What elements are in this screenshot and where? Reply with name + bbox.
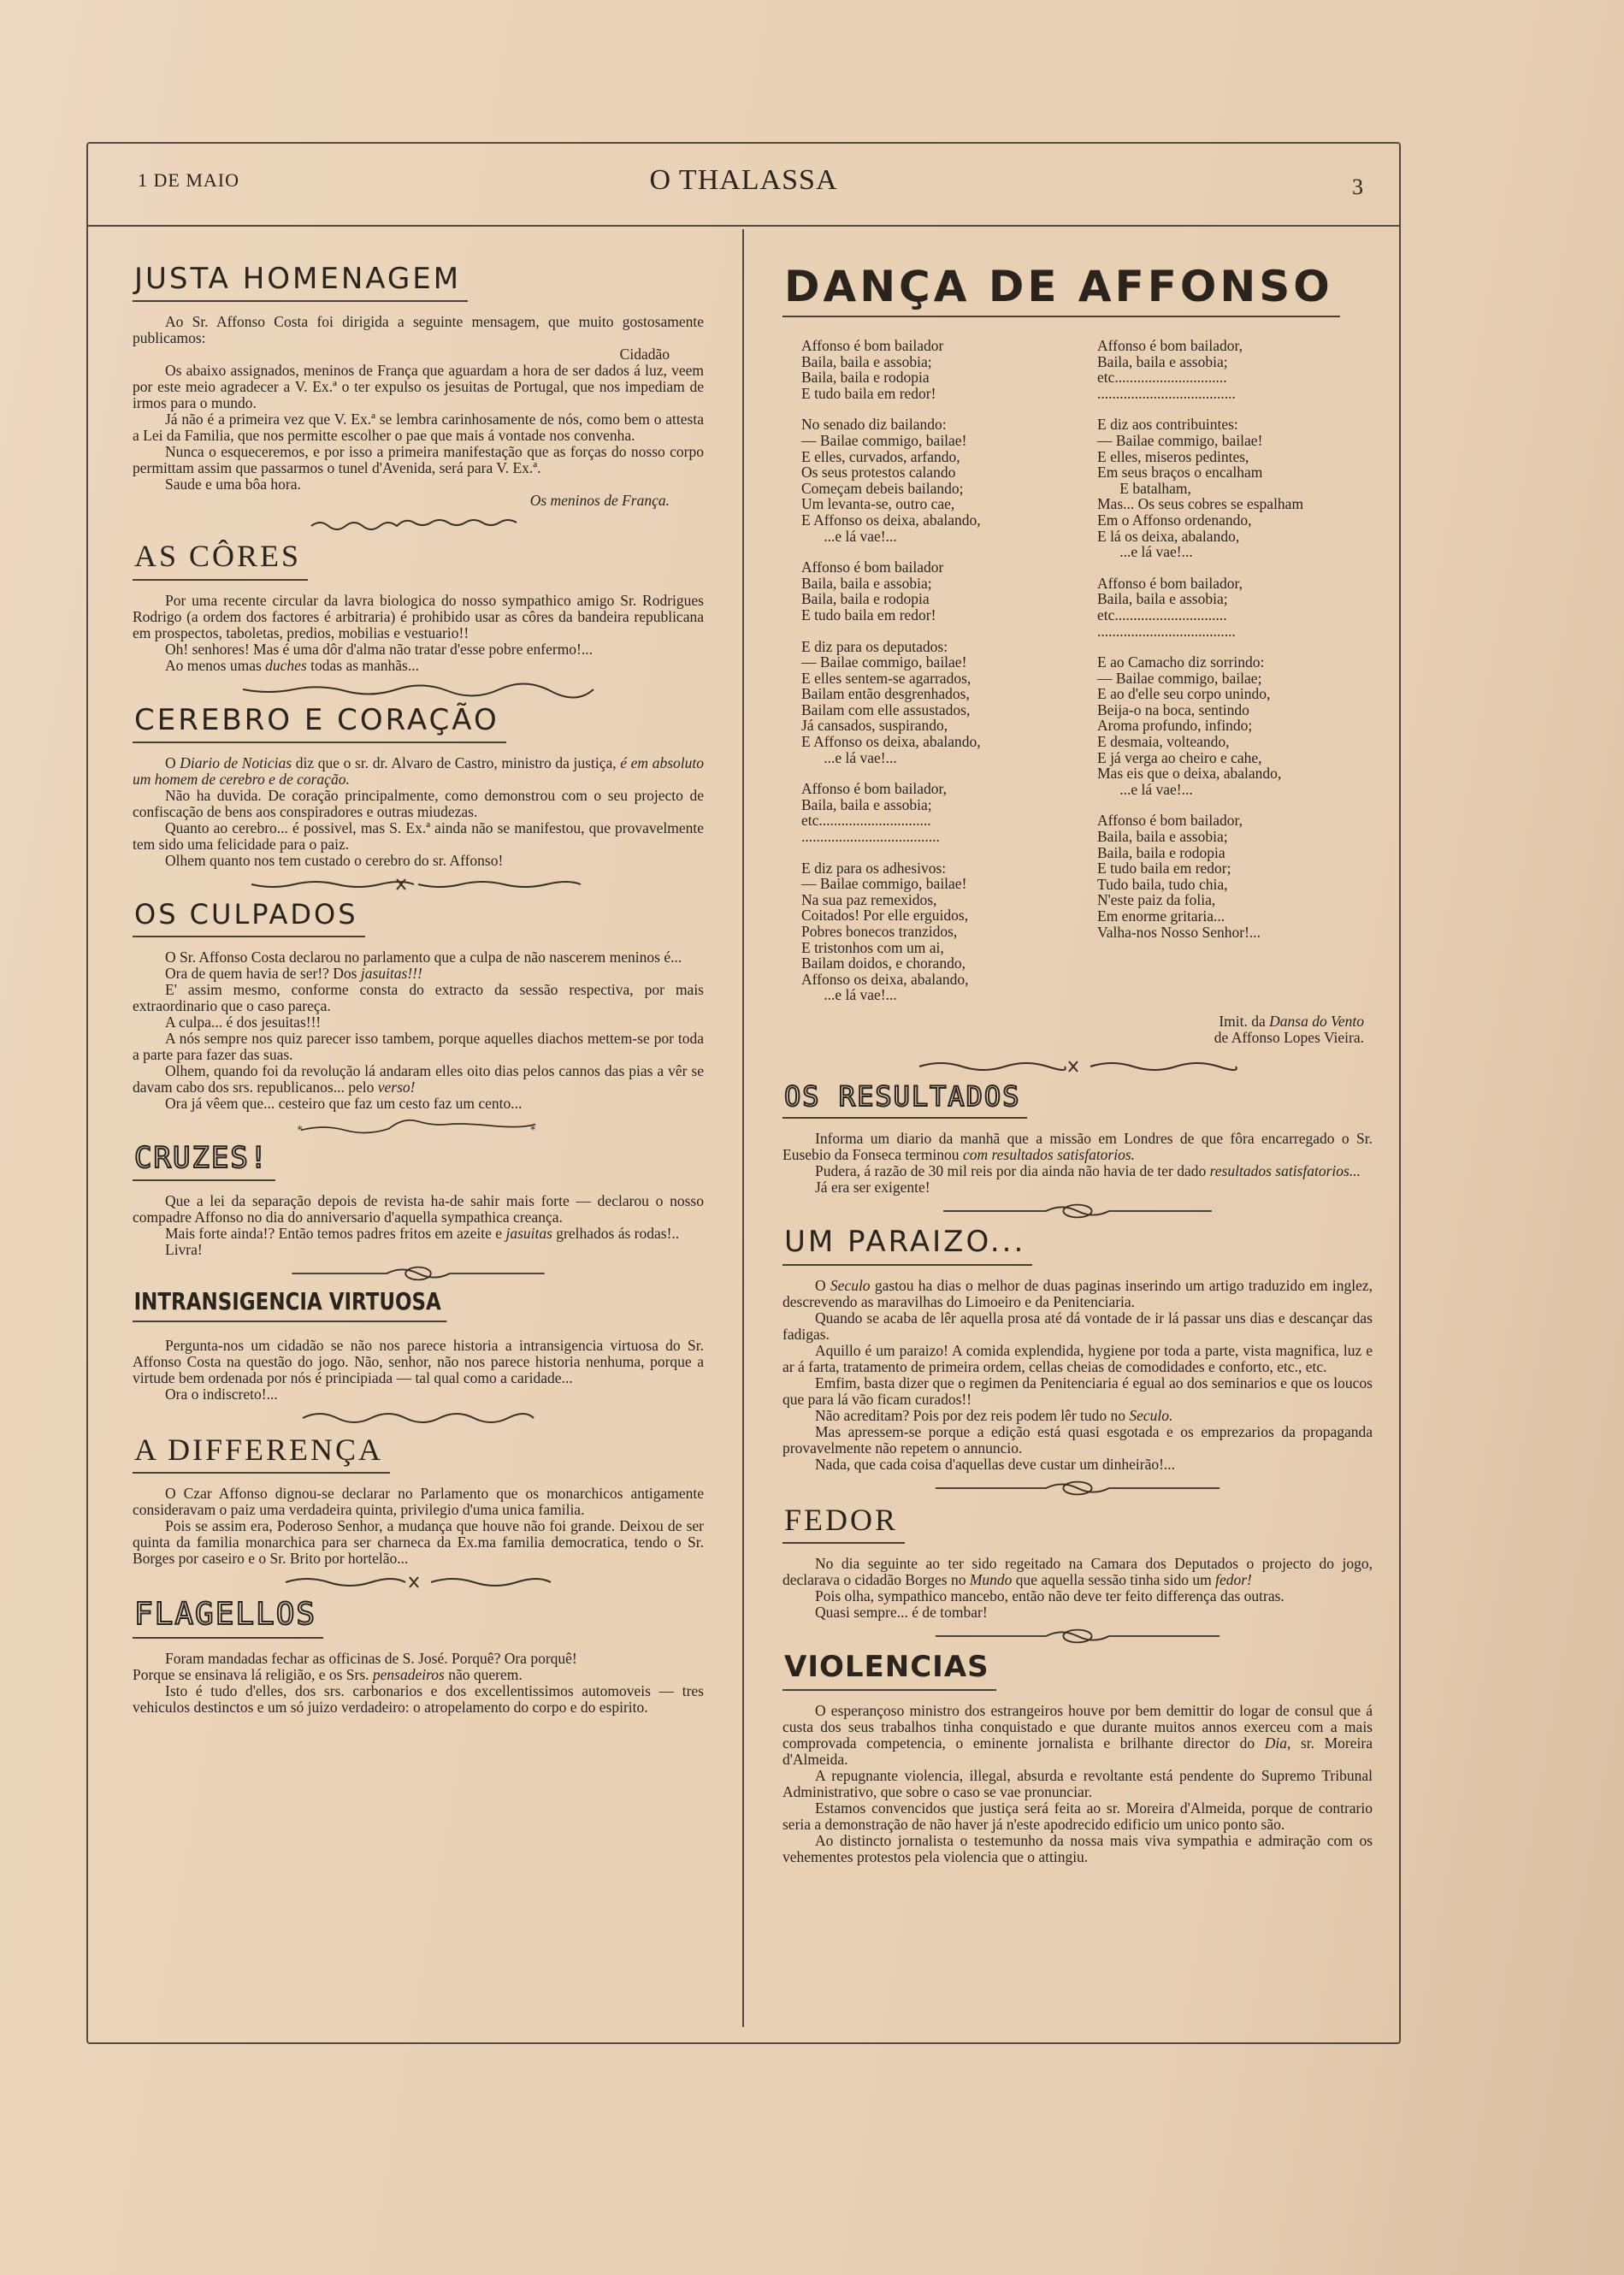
article-title: OS RESULTADOS (782, 1082, 1027, 1119)
page-frame (86, 142, 1401, 2044)
salutation: Cidadão (619, 346, 670, 363)
article-title: JUSTA HOMENAGEM (133, 263, 468, 302)
ornament-divider (915, 1056, 1240, 1077)
poem-line: ...e lá vae!... (801, 986, 897, 1004)
poem-line: Baila, baila e rodopia (801, 590, 930, 608)
poem-line: Um levanta-se, outro cae, (801, 495, 955, 513)
paragraph: E' assim mesmo, conforme consta do extracto da sessão respectiva, por mais extraordinario que o caso pareça. (133, 980, 704, 1014)
poem-stanza (1097, 576, 1373, 639)
article-intransigencia (133, 1286, 704, 1428)
paragraph: Oh! senhores! Mas é uma dôr d'alma não tratar d'esse pobre enfermo!... (165, 640, 593, 658)
article-as-cores (133, 540, 704, 700)
paragraph: Já era ser exigente! (815, 1179, 930, 1197)
poem-line: E tudo baila em redor! (801, 384, 936, 402)
article-um-paraizo (782, 1226, 1373, 1498)
poem-line: E diz para os deputados: (801, 637, 948, 655)
poem-line: — Bailae commigo, bailae! (1097, 431, 1263, 449)
paragraph: A repugnante violencia, illegal, absurda e revoltante está pendente do Supremo Tribunal Administrativo, que sobre o caso se vae pronunciar. (782, 1766, 1373, 1800)
poem-line: ..................................... (801, 828, 940, 846)
article-title: DANÇA DE AFFONSO (782, 263, 1340, 317)
poem-line: — Bailae commigo, bailae! (801, 431, 967, 449)
poem-line: N'este paiz da folia, (1097, 891, 1216, 909)
poem-line: E lá os deixa, abalando, (1097, 527, 1240, 545)
paragraph: Pudera, á razão de 30 mil reis por dia ainda não havia de ter dado resultados satisfatorios... (815, 1162, 1361, 1180)
poem-line: Já cansados, suspirando, (801, 717, 948, 735)
newspaper-name: O THALASSA (649, 164, 838, 196)
poem-line: Valha-nos Nosso Senhor!... (1097, 923, 1261, 941)
poem-line: Affonso é bom bailador, (801, 780, 948, 798)
poem-line: Baila, baila e rodopia (1097, 843, 1225, 861)
ornament-divider (307, 514, 529, 535)
paragraph: Pergunta-nos um cidadão se não nos parece historia a intransigencia virtuosa do Sr. Affonso Costa na questão do jogo. Não, senhor, não nos parece historia nenhuma, porque a virtude bem ordenada por nós é principiada — tal qual como a caridade... (133, 1336, 704, 1386)
poem-stanza (801, 559, 1084, 623)
poem-line: Os seus protestos calando (801, 464, 956, 482)
svg-text:*: * (297, 1123, 303, 1136)
ornament-divider (915, 1626, 1240, 1646)
poem-line: Baila, baila e assobia; (801, 795, 932, 813)
poem-line: etc.............................. (1097, 369, 1227, 387)
poem-line: E diz para os adhesivos: (801, 859, 947, 877)
paragraph: Pois olha, sympathico mancebo, então não deve ter feito differença das outras. (815, 1587, 1284, 1605)
paragraph: Pois se assim era, Poderoso Senhor, a mudança que houve não foi grande. Deixou de ser quinta da familia monarchica para ser charneca da Ex.ma familia democratica, tendo o Sr. Borges por caseiro e o Sr. Brito por hortelão... (133, 1517, 704, 1568)
paragraph: Aquillo é um paraizo! A comida explendida, hygiene por toda a parte, vista magnifica, luz e ar á farta, tratamento de primeira ordem, cellas cheias de comodidades e conforto, etc., etc. (782, 1341, 1373, 1375)
article-justa-homenagem (133, 263, 704, 535)
poem-line: Bailam então desgrenhados, (801, 685, 970, 703)
paragraph: Já não é a primeira vez que V. Ex.ª se lembra carinhosamente de nós, como bem o attesta a Lei da Familia, que nos permitte escolher o pae que mais á vontade nos convenha. (133, 411, 704, 445)
paragraph: Ora o indiscreto!... (165, 1385, 278, 1403)
poem-line: Mas... Os seus cobres se espalham (1097, 495, 1304, 513)
ornament-divider (247, 874, 589, 895)
poem-line: Affonso é bom bailador (801, 558, 944, 576)
ornament-divider (239, 679, 598, 700)
right-column (782, 263, 1373, 1865)
poem-line: Affonso os deixa, abalando, (801, 970, 969, 988)
poem-line: E batalham, (1097, 479, 1191, 497)
article-flagellos (133, 1598, 704, 1716)
poem-line: — Bailae commigo, bailae! (801, 653, 967, 671)
paragraph: No dia seguinte ao ter sido regeitado na Camara dos Deputados o projecto do jogo, declarava o cidadão Borges no Mundo que aquella sessão tinha sido um fedor! (782, 1555, 1373, 1589)
article-cerebro-coracao (133, 702, 704, 895)
article-title: CRUZES! (133, 1143, 275, 1181)
paragraph: Ao distincto jornalista o testemunho da nossa mais viva sympathia e admiração com os vehementes protestos pela violencia que o attingiu. (782, 1831, 1373, 1865)
poem-line: etc.............................. (801, 812, 931, 830)
poem-line: Em seus braços o encalham (1097, 464, 1263, 482)
poem-line: ...e lá vae!... (801, 527, 897, 545)
paragraph: Informa um diario da manhã que a missão em Londres de que fôra encarregado o Sr. Eusebio da Fonseca terminou com resultados satisfatorios. (782, 1130, 1373, 1164)
poem-line: ...e lá vae!... (1097, 780, 1193, 798)
poem-line: Na sua paz remexidos, (801, 890, 937, 908)
poem-line: Pobres bonecos tranzidos, (801, 923, 958, 940)
paragraph: Quasi sempre... é de tombar! (815, 1604, 988, 1622)
poem-line: — Bailae commigo, bailae! (801, 875, 967, 893)
left-column (133, 263, 704, 1716)
poem-stanza (801, 417, 1084, 544)
paragraph: O Czar Affonso dignou-se declarar no Parlamento que os monarchicos antigamente consideravam o paiz uma verdadeira quinta, privilegio d'uma unica familia. (133, 1485, 704, 1519)
poem-line: E tristonhos com um ai, (801, 938, 944, 956)
paragraph: Porque se ensinava lá religião, e os Srs. pensadeiros não querem. (133, 1665, 523, 1683)
column-divider (742, 229, 744, 2027)
poem-line: Coitados! Por elle erguidos, (801, 907, 969, 925)
paragraph: Nunca o esqueceremos, e por isso a primeira manifestação que as forças do nosso corpo permittam assim que passarmos o tunel d'Avenida, será para V. Ex.ª. (133, 443, 704, 477)
poem-column-1 (801, 338, 1084, 1019)
paragraph: Olhem, quando foi da revolução lá andaram elles oito dias pelos cannos das pias a vêr se davam cabo dos srs. republicanos... pelo verso! (133, 1061, 704, 1096)
poem-line: ...e lá vae!... (801, 748, 897, 766)
article-title: UM PARAIZO... (782, 1226, 1032, 1265)
paragraph: Ao Sr. Affonso Costa foi dirigida a seguinte mensagem, que muito gostosamente publicamos: (133, 313, 704, 347)
paragraph: Ora de quem havia de ser!? Dos jasuitas!!! (165, 964, 422, 982)
article-violencias (782, 1652, 1373, 1864)
poem-stanza (801, 338, 1084, 401)
poem-line: Em o Affonso ordenando, (1097, 511, 1252, 529)
article-title: OS CULPADOS (133, 900, 365, 937)
ornament-divider (277, 1117, 559, 1138)
poem-line: Baila, baila e rodopia (801, 369, 930, 387)
poem-line: — Bailae commigo, bailae; (1097, 669, 1262, 687)
poem-line: Baila, baila e assobia; (801, 352, 932, 370)
article-title: FEDOR (782, 1504, 905, 1545)
poem-line: Beija-o na boca, sentindo (1097, 700, 1249, 718)
paragraph: Saude e uma bôa hora. (165, 476, 301, 493)
article-fedor (782, 1504, 1373, 1647)
paragraph: Mais forte ainda!? Então temos padres fritos em azeite e jasuitas grelhados ás rodas!.. (165, 1224, 680, 1242)
poem-stanza (1097, 812, 1373, 940)
article-title: INTRANSIGENCIA VIRTUOSA (133, 1289, 446, 1322)
paragraph: Quando se acaba de lêr aquella prosa até dá vontade de ir lá passar uns dias e descançar das fadigas. (782, 1309, 1373, 1343)
paragraph: Emfim, basta dizer que o regimen da Penitenciaria é egual ao dos seminarios e que os loucos que para lá vão ficam curados!! (782, 1374, 1373, 1408)
poem-stanza (1097, 417, 1373, 559)
ornament-divider (924, 1201, 1231, 1221)
paragraph: Nada, que cada coisa d'aquellas deve custar um dinheirão!... (815, 1455, 1176, 1473)
poem-line: E diz aos contribuintes: (1097, 416, 1238, 434)
svg-text:*: * (530, 1123, 536, 1136)
poem-line: Affonso é bom bailador (801, 337, 944, 354)
paragraph: O Sr. Affonso Costa declarou no parlamento que a culpa de não nascerem meninos é... (165, 948, 682, 966)
paragraph: A culpa... é dos jesuitas!!! (165, 1013, 322, 1031)
poem-stanza (801, 860, 1084, 1003)
paragraph: A nós sempre nos quiz parecer isso tambem, porque aquelles diachos mettem-se por toda a parte para fazer das suas. (133, 1029, 704, 1063)
page-number: 3 (1352, 174, 1363, 199)
poem-line: E tudo baila em redor! (801, 606, 936, 623)
poem-line: Affonso é bom bailador, (1097, 812, 1243, 830)
poem-line: E Affonso os deixa, abalando, (801, 511, 981, 529)
paragraph: Não ha duvida. De coração principalmente, como demonstrou com o seu projecto de confiscação de bens aos conspiradores e outras miudezas. (133, 787, 704, 821)
poem-column-2 (1097, 338, 1373, 955)
poem-line: E tudo baila em redor; (1097, 860, 1231, 878)
poem-line: E elles, curvados, arfando, (801, 447, 960, 465)
paragraph: Isto é tudo d'elles, dos srs. carbonarios e dos excellentissimos automoveis — tres vehiculos destinctos e um só juizo verdadeiro: o atropelamento do corpo e do espirito. (133, 1681, 704, 1716)
poem-line: Em enorme gritaria... (1097, 907, 1225, 925)
paragraph: Olhem quanto nos tem custado o cerebro do sr. Affonso! (165, 852, 504, 870)
poem-line: No senado diz bailando: (801, 416, 947, 434)
poem-line: ..................................... (1097, 622, 1236, 640)
poem-line: Baila, baila e assobia; (1097, 352, 1228, 370)
article-title: FLAGELLOS (133, 1598, 323, 1639)
paragraph: Por uma recente circular da lavra biologica do nosso sympathico amigo Sr. Rodrigues Rodrigo (a ordem dos factores é arbitraria) é prohibido usar as côres da bandeira republicana em prospectos, taboletas, predios, mobilias e vestuario!! (133, 591, 704, 641)
ornament-divider (915, 1478, 1240, 1498)
paragraph: Quanto ao cerebro... é possivel, mas S. Ex.ª ainda não se manifestou, que provavelmente tem sido uma felicidade para o paiz. (133, 819, 704, 854)
poem-line: E elles sentem-se agarrados, (801, 669, 971, 687)
poem-line: Bailam com elle assustados, (801, 700, 971, 718)
poem (782, 338, 1373, 1048)
poem-stanza (801, 639, 1084, 766)
poem-line: E ao Camacho diz sorrindo: (1097, 653, 1265, 671)
poem-stanza (801, 781, 1084, 844)
poem-line: Baila, baila e assobia; (801, 574, 932, 592)
poem-line: Baila, baila e assobia; (1097, 828, 1228, 846)
ornament-divider (281, 1572, 555, 1592)
article-a-differenca (133, 1433, 704, 1593)
poem-line: E já verga ao cheiro e cahe, (1097, 748, 1262, 766)
article-title: VIOLENCIAS (782, 1652, 996, 1690)
poem-stanza (1097, 654, 1373, 797)
article-title: A DIFFERENÇA (133, 1433, 390, 1474)
article-os-culpados (133, 900, 704, 1137)
paragraph: O Diario de Noticias diz que o sr. dr. Alvaro de Castro, ministro da justiça, é em absoluto um homem de cerebro e de coração. (133, 754, 704, 789)
article-danca-de-affonso (782, 263, 1373, 1077)
paragraph: Os abaixo assignados, meninos de França que aguardam a hora de ser dados á luz, veem por este meio agradecer a V. Ex.ª o ter expulso os jesuitas de Portugal, que nos impediam de irmos para o mundo. (133, 362, 704, 412)
paragraph: Que a lei da separação depois de revista ha-de sahir mais forte — declarou o nosso compadre Affonso no dia do anniversario d'aquella sympathica creança. (133, 1191, 704, 1226)
poem-line: Affonso é bom bailador, (1097, 574, 1243, 592)
paragraph: Estamos convencidos que justiça será feita ao sr. Moreira d'Almeida, porque de contrario seria a demonstração de não haver já n'este apodrecido edificio um unico ponto são. (782, 1799, 1373, 1833)
poem-line: Baila, baila e assobia; (1097, 590, 1228, 608)
paragraph: Não acreditam? Pois por dez reis podem lêr tudo no Seculo. (815, 1406, 1173, 1424)
poem-line: E desmaia, volteando, (1097, 733, 1230, 751)
poem-line: etc.............................. (1097, 606, 1227, 623)
paragraph: Ora já vêem que... cesteiro que faz um cesto faz um cento... (165, 1094, 523, 1112)
article-title: AS CÔRES (133, 540, 308, 581)
poem-line: ..................................... (1097, 384, 1236, 402)
signature: Os meninos de França. (529, 492, 670, 510)
article-cruzes (133, 1140, 704, 1284)
paragraph: Ao menos umas duches todas as manhãs... (165, 656, 419, 674)
poem-line: E ao d'elle seu corpo unindo, (1097, 685, 1271, 703)
poem-line: Aroma profundo, infindo; (1097, 717, 1253, 735)
paragraph: Mas apressem-se porque a edição está quasi esgotada e os emprezarios da propaganda provavelmente não repetem o annuncio. (782, 1422, 1373, 1457)
poem-line: Bailam doidos, e chorando, (801, 954, 966, 972)
poem-line: E Affonso os deixa, abalando, (801, 733, 981, 751)
poem-line: ...e lá vae!... (1097, 543, 1193, 561)
poem-line: Tudo baila, tudo chia, (1097, 875, 1228, 893)
paragraph: Livra! (165, 1240, 203, 1258)
poem-line: Começam debeis bailando; (801, 479, 964, 497)
header-rule (88, 225, 1399, 227)
poem-credit: Imit. da Dansa do Vento de Affonso Lopes Vieira. (1214, 1013, 1364, 1046)
poem-line: E elles, miseros pedintes, (1097, 447, 1249, 465)
ornament-divider (298, 1408, 538, 1428)
ornament-divider (273, 1263, 564, 1284)
paragraph: O esperançoso ministro dos estrangeiros houve por bem demittir do logar de consul que á custa dos seus trabalhos tinha conquistado e que durante muitos annos exerceu com a mais comprovada competencia, o eminente jornalista e brilhante director do Dia, sr. Moreira d'Almeida. (782, 1701, 1373, 1768)
paragraph: O Seculo gastou ha dias o melhor de duas paginas inserindo um artigo traduzido em inglez, descrevendo as maravilhas do Limoeiro e da Penitenciaria. (782, 1276, 1373, 1310)
poem-line: Mas eis que o deixa, abalando, (1097, 765, 1282, 783)
paragraph: Foram mandadas fechar as officinas de S. José. Porquê? Ora porquê! (165, 1649, 577, 1667)
poem-line: Affonso é bom bailador, (1097, 337, 1243, 354)
poem-stanza (1097, 338, 1373, 401)
article-os-resultados (782, 1082, 1373, 1221)
article-title: CEREBRO E CORAÇÃO (133, 705, 506, 743)
issue-date: 1 DE MAIO (138, 169, 239, 191)
